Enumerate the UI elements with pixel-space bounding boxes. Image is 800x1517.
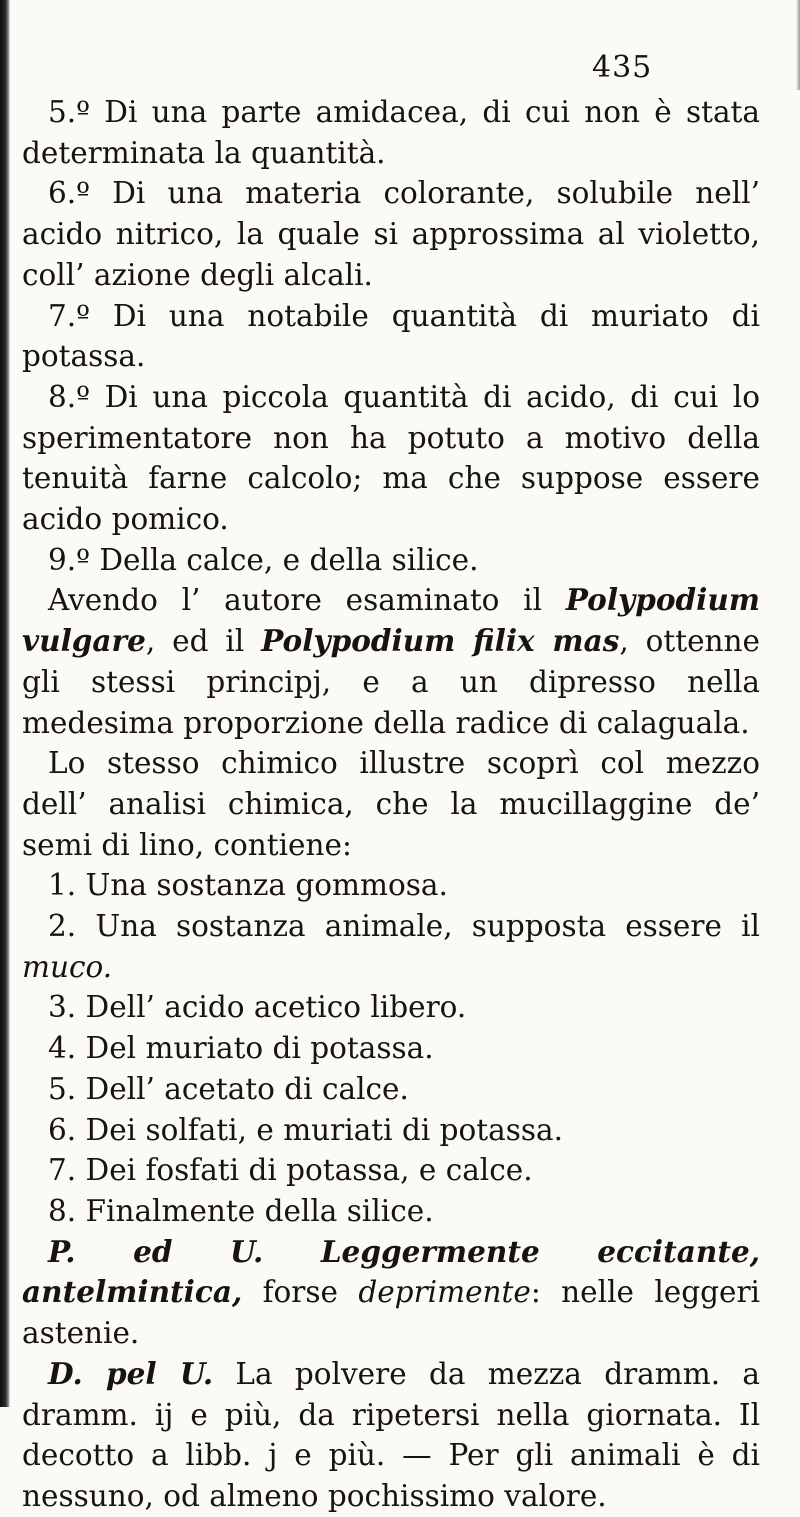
component-8 [22, 377, 760, 540]
list-number: 2. [48, 909, 77, 944]
component-6 [22, 173, 760, 295]
list-number: 1. [48, 868, 77, 903]
page-number: 435 [592, 50, 653, 85]
component-9 [22, 540, 760, 581]
paragraph-text: : nelle leggeri astenie. [22, 1275, 760, 1351]
page-edge-shadow [796, 0, 800, 90]
paragraph-text: forse [242, 1275, 359, 1310]
section-lead: D. pel U. [48, 1355, 214, 1391]
list-number: 3. [48, 990, 77, 1025]
polypodium-paragraph [22, 580, 760, 743]
properties-paragraph [22, 1232, 760, 1354]
item-number: 8.º [48, 379, 105, 414]
paragraph-text: , ed il [145, 624, 262, 659]
section-lead: P. ed U. [48, 1233, 264, 1269]
list-item [22, 1028, 760, 1069]
component-7 [22, 296, 760, 377]
list-text: Dell’ acido acetico libero. [85, 990, 467, 1025]
item-number: 5.º [48, 95, 105, 129]
list-text: Del muriato di potassa. [85, 1031, 434, 1066]
properties-text: Leggermente eccitante, antelmintica, [22, 1233, 760, 1310]
item-text: Di una parte amidacea, di cui non è stata determinata la quantità. [22, 95, 760, 170]
dosage-paragraph [22, 1354, 760, 1517]
list-text: Una sostanza animale, supposta essere il [95, 909, 760, 944]
list-item [22, 987, 760, 1028]
list-number: 7. [48, 1153, 77, 1188]
list-item [22, 1150, 760, 1191]
list-item [22, 906, 760, 987]
paragraph-text: Lo stesso chimico illustre scoprì col mezzo dell’ analisi chimica, che la mucillaggine de’ semi di lino, contiene: [22, 746, 760, 862]
list-text: Dell’ acetato di calce. [85, 1071, 409, 1106]
item-text: Di una piccola quantità di acido, di cui lo sperimentatore non ha potuto a motivo della tenuità farne calcolo; ma che suppose essere acido pomico. [22, 379, 760, 537]
item-number: 9.º [48, 542, 100, 577]
item-number: 7.º [48, 298, 113, 333]
list-number: 5. [48, 1071, 77, 1106]
mucilage-paragraph [22, 743, 760, 865]
list-text: Dei fosfati di potassa, e calce. [85, 1153, 533, 1188]
list-text: Finalmente della silice. [85, 1193, 434, 1228]
book-binding-shadow [0, 0, 10, 1407]
list-item [22, 1069, 760, 1110]
species-name: Polypodium vulgare [22, 582, 760, 659]
list-text: Dei solfati, e muriati di potassa. [85, 1112, 563, 1147]
list-item [22, 865, 760, 906]
properties-text: deprimente [358, 1275, 531, 1310]
list-item [22, 1110, 760, 1151]
list-number: 4. [48, 1031, 77, 1066]
item-text: Di una notabile quantità di muriato di potassa. [22, 298, 760, 374]
item-text: Della calce, e della silice. [99, 542, 479, 577]
paragraph-text: , ottenne gli stessi principj, e a un dipresso nella medesima proporzione della radice di calaguala. [22, 624, 761, 740]
page-body [22, 92, 760, 1517]
species-name: Polypodium filix mas [261, 623, 620, 659]
item-text: Di una materia colorante, solubile nell’ acido nitrico, la quale si approssima al violetto, coll’ azione degli alcali. [22, 176, 760, 292]
list-number: 6. [48, 1112, 77, 1147]
item-number: 6.º [48, 176, 113, 211]
list-item [22, 1191, 760, 1232]
list-text: Una sostanza gommosa. [85, 868, 448, 903]
component-5 [22, 92, 760, 173]
paragraph-text: Avendo l’ autore esaminato il [48, 583, 566, 618]
list-italic-term: muco. [22, 949, 113, 984]
list-number: 8. [48, 1193, 77, 1228]
paragraph-text: La polvere da mezza dramm. a dramm. ij e più, da ripetersi nella giornata. Il decotto a libb. j e più. — Per gli animali è di nessuno, od almeno pochissimo valore. [22, 1356, 760, 1513]
